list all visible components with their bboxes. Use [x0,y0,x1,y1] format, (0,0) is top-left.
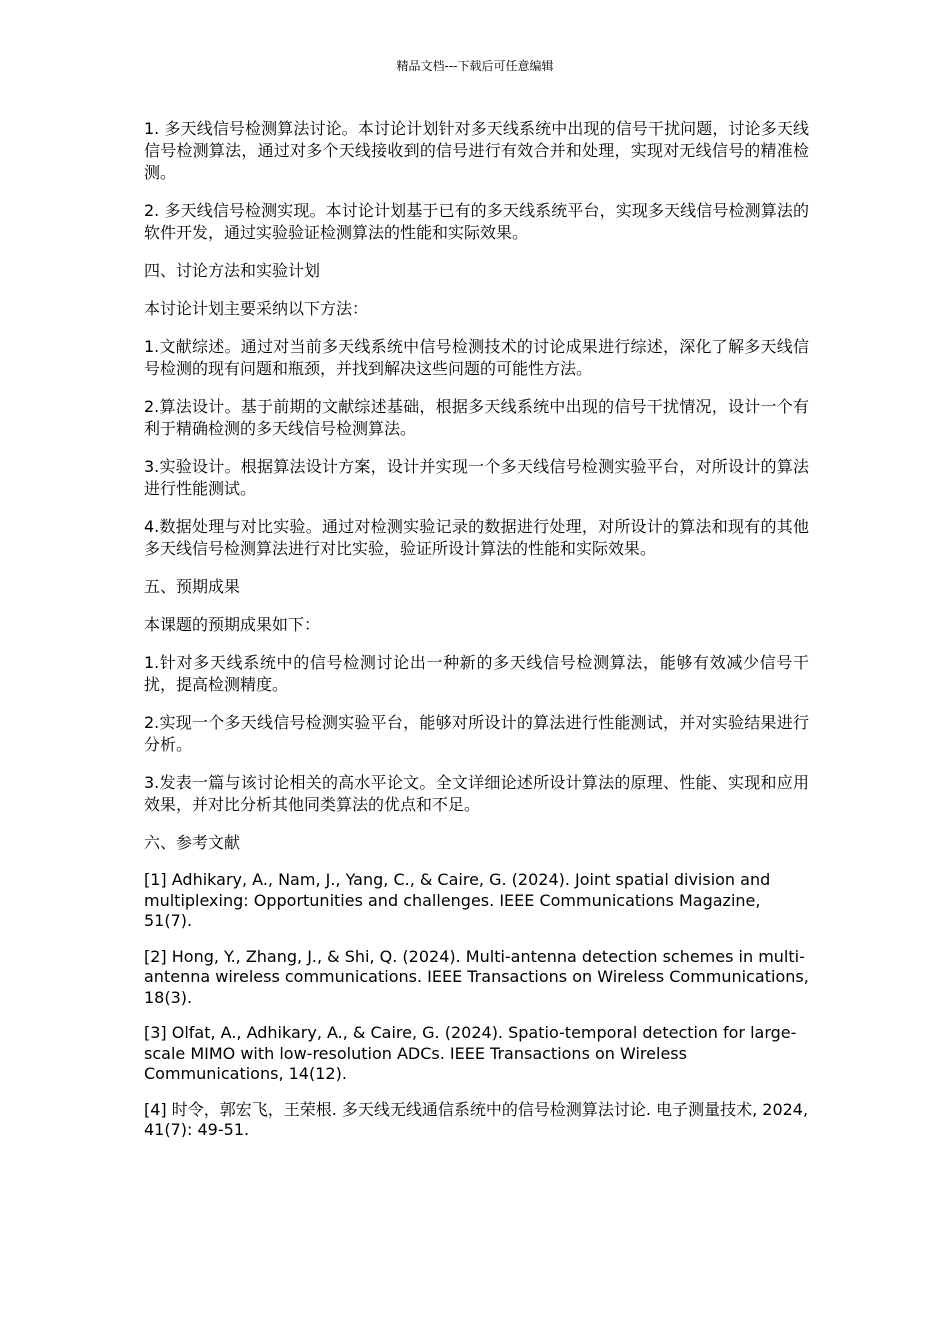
page-header: 精品文档---下载后可任意编辑 [396,59,554,73]
reference-item: [1] Adhikary, A., Nam, J., Yang, C., & Caire, G. (2024). Joint spatial division and multiplexing: Opportunities and challenges. IEEE Communications Magazine, 51(7). [144,870,771,930]
methods-intro: 本讨论计划主要采纳以下方法： [144,299,369,318]
section-heading-outcomes: 五、预期成果 [144,577,241,596]
outcome-item: 2.实现一个多天线信号检测实验平台，能够对所设计的算法进行性能测试，并对实验结果进行分析。 [144,713,809,754]
method-item: 2.算法设计。基于前期的文献综述基础，根据多天线系统中出现的信号干扰情况，设计一个有利于精确检测的多天线信号检测算法。 [144,397,809,438]
document-body [144,118,809,1156]
research-content-item: 1. 多天线信号检测算法讨论。本讨论计划针对多天线系统中出现的信号干扰问题，讨论多天线信号检测算法，通过对多个天线接收到的信号进行有效合并和处理，实现对无线信号的精准检测。 [144,119,809,182]
outcome-item: 3.发表一篇与该讨论相关的高水平论文。全文详细论述所设计算法的原理、性能、实现和应用效果，并对比分析其他同类算法的优点和不足。 [144,773,809,814]
reference-item: [3] Olfat, A., Adhikary, A., & Caire, G. (2024). Spatio-temporal detection for large-scale MIMO with low-resolution ADCs. IEEE Transactions on Wireless Communications, 14(12). [144,1023,797,1083]
section-heading-methods: 四、讨论方法和实验计划 [144,261,321,280]
outcomes-intro: 本课题的预期成果如下： [144,615,321,634]
reference-item: [2] Hong, Y., Zhang, J., & Shi, Q. (2024). Multi-antenna detection schemes in multi-antenna wireless communications. IEEE Transactions on Wireless Communications, 18(3). [144,946,809,1007]
section-heading-references: 六、参考文献 [144,833,241,852]
method-item: 1.文献综述。通过对当前多天线系统中信号检测技术的讨论成果进行综述，深化了解多天线信号检测的现有问题和瓶颈，并找到解决这些问题的可能性方法。 [144,337,809,378]
reference-item: [4] 时令，郭宏飞，王荣根. 多天线无线通信系统中的信号检测算法讨论. 电子测量技术, 2024, 41(7): 49-51. [144,1099,809,1139]
research-content-item: 2. 多天线信号检测实现。本讨论计划基于已有的多天线系统平台，实现多天线信号检测算法的软件开发，通过实验验证检测算法的性能和实际效果。 [144,201,809,242]
method-item: 4.数据处理与对比实验。通过对检测实验记录的数据进行处理，对所设计的算法和现有的其他多天线信号检测算法进行对比实验，验证所设计算法的性能和实际效果。 [144,517,809,558]
outcome-item: 1.针对多天线系统中的信号检测讨论出一种新的多天线信号检测算法，能够有效减少信号干扰，提高检测精度。 [144,653,809,694]
method-item: 3.实验设计。根据算法设计方案，设计并实现一个多天线信号检测实验平台，对所设计的算法进行性能测试。 [144,457,809,498]
